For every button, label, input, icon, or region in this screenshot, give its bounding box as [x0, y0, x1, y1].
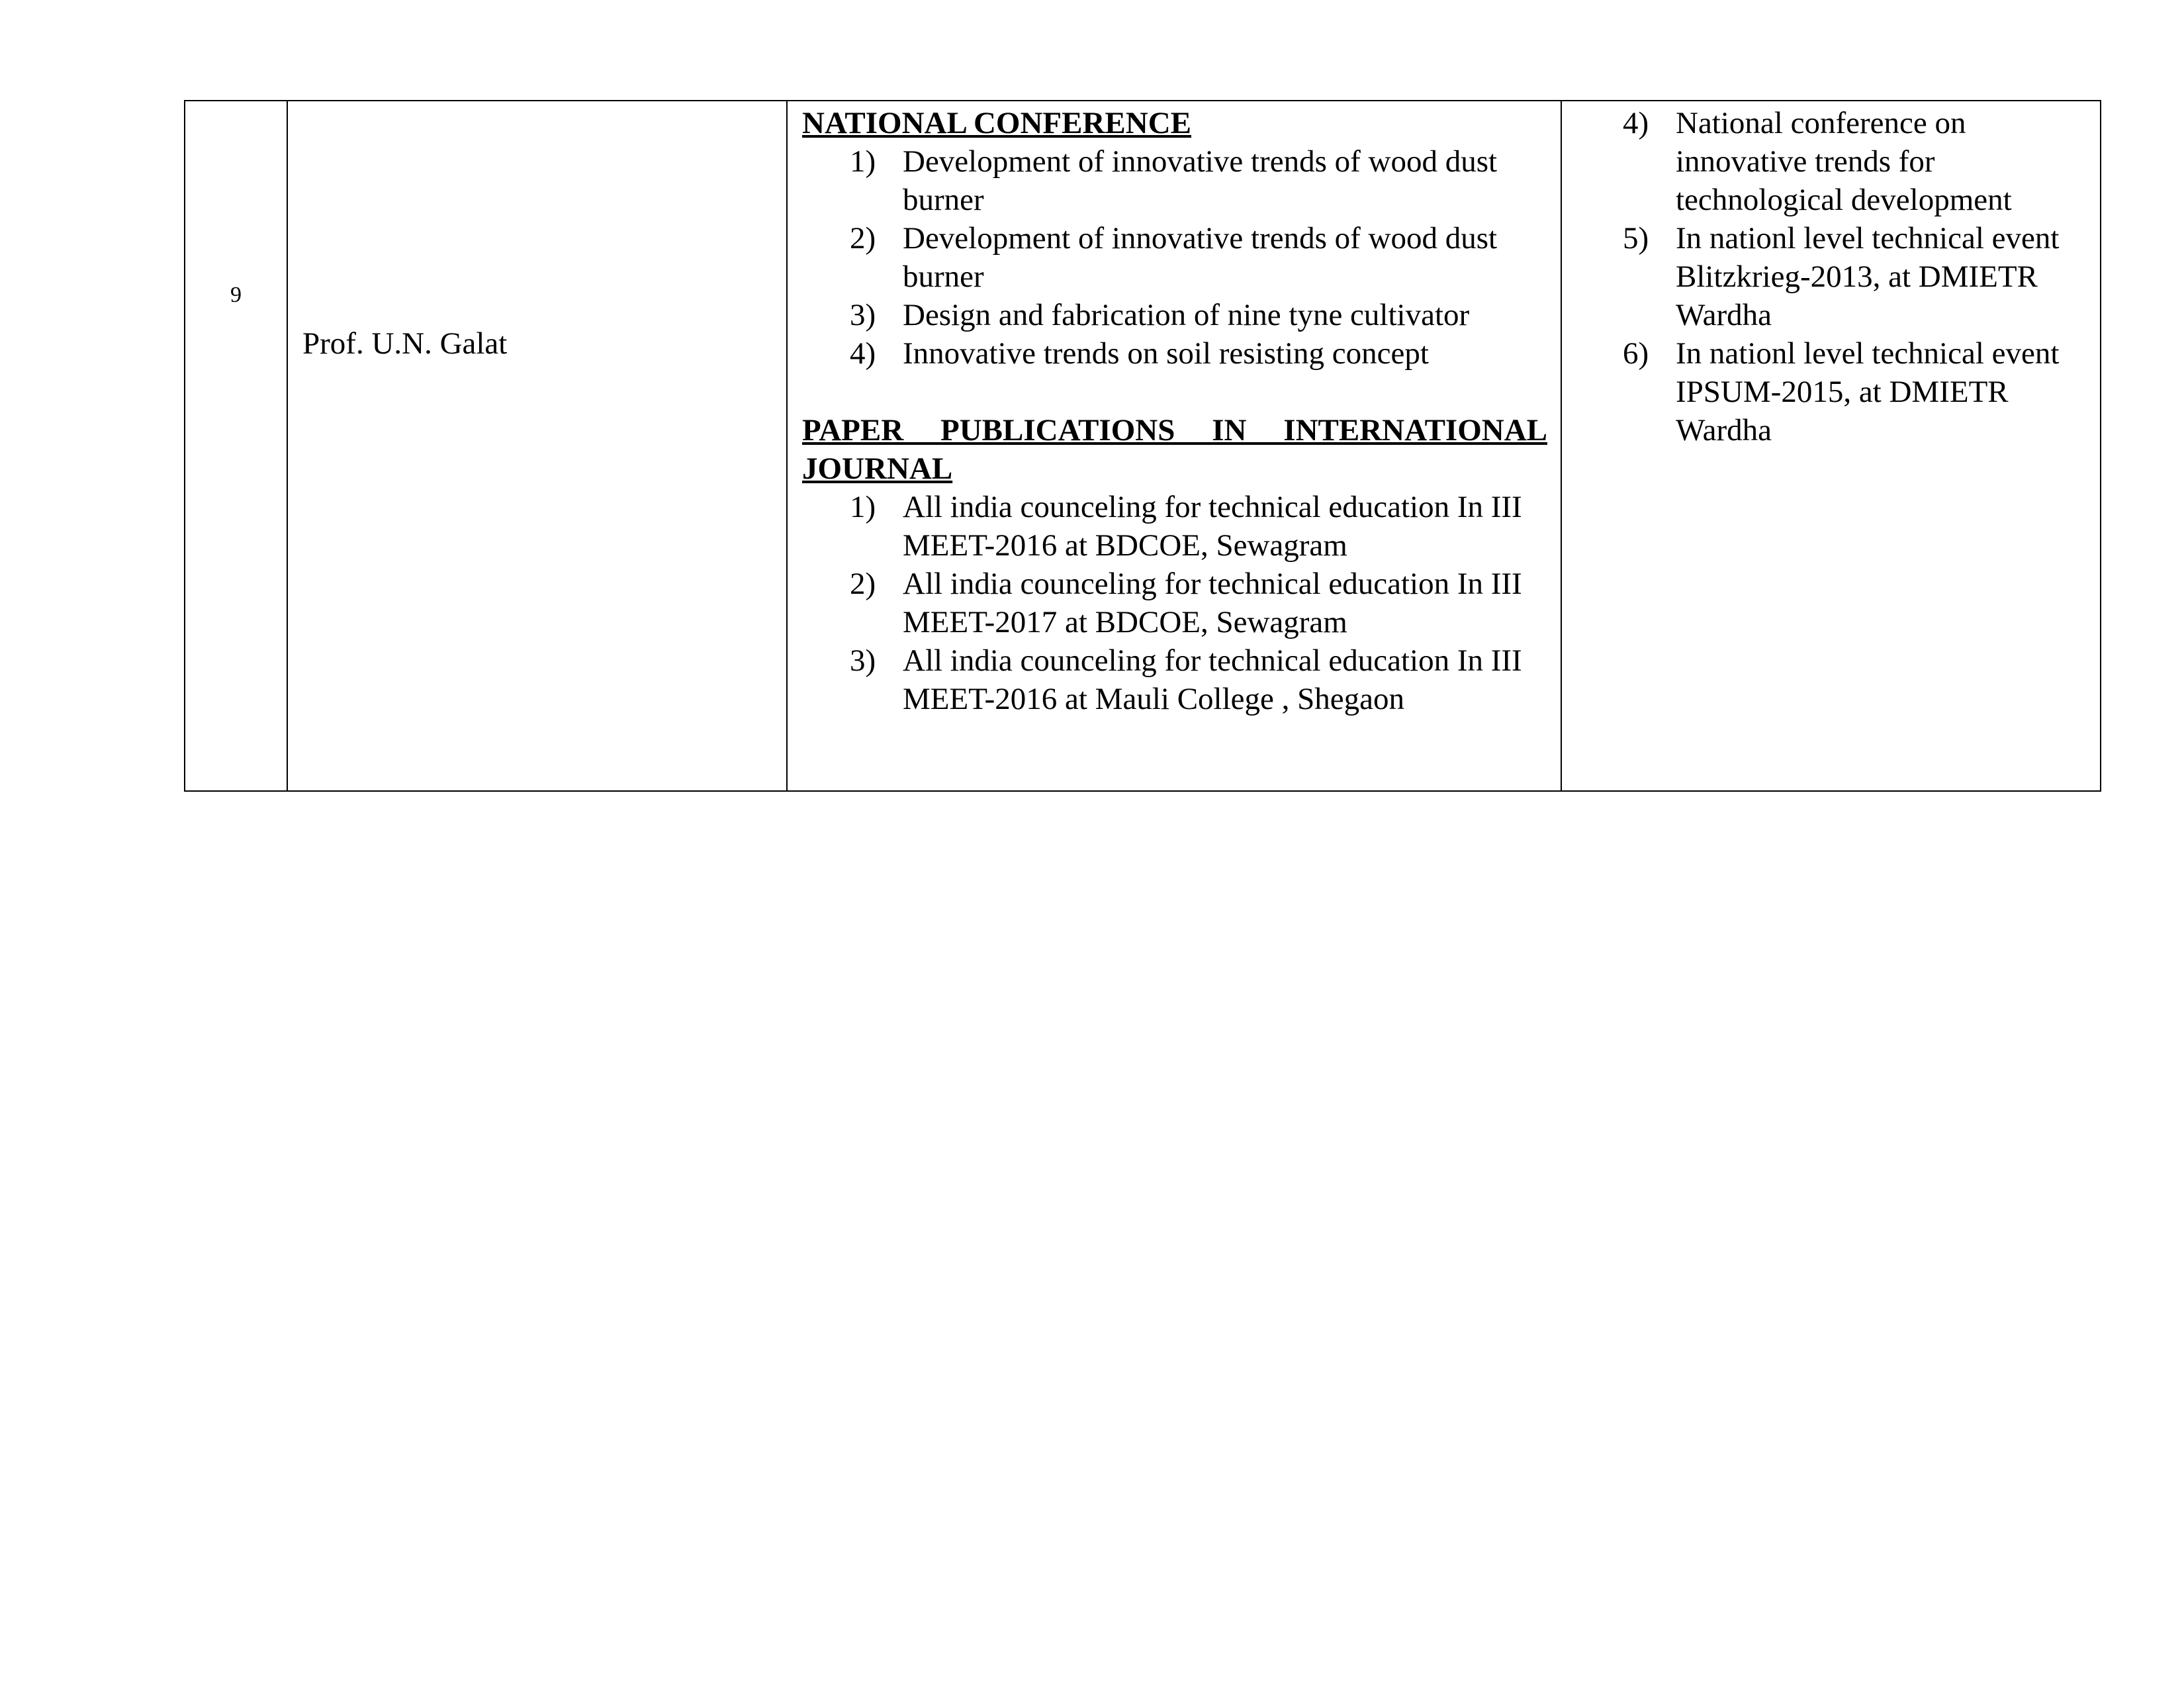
table-row [185, 101, 2101, 791]
list-item-text: Development of innovative trends of wood dust burner [903, 144, 1498, 217]
list-item-text: Design and fabrication of nine tyne cultivator [903, 298, 1470, 332]
national-conference-list [802, 142, 1547, 373]
list-item [1562, 104, 2087, 219]
international-journal-heading: PAPER PUBLICATIONS IN INTERNATIONAL JOURNAL [802, 413, 1547, 486]
list-item-number: 4) [850, 336, 876, 371]
serial-number: 9 [230, 282, 242, 307]
national-conference-heading: NATIONAL CONFERENCE [802, 106, 1192, 140]
list-item-text: In nationl level technical event IPSUM-2015, at DMIETR Wardha [1676, 336, 2060, 447]
list-item-text: All india counceling for technical education In III MEET-2017 at BDCOE, Sewagram [903, 567, 1522, 639]
list-item-number: 1) [850, 490, 876, 524]
list-item-number: 5) [1623, 221, 1649, 256]
serial-number-cell [185, 101, 287, 791]
list-item [802, 142, 1547, 219]
list-item [802, 565, 1547, 641]
list-item-text: Innovative trends on soil resisting concept [903, 336, 1429, 371]
other-events-cell [1561, 101, 2101, 791]
list-item-text: All india counceling for technical education In III MEET-2016 at BDCOE, Sewagram [903, 490, 1522, 563]
list-item-number: 3) [850, 298, 876, 332]
list-item [802, 641, 1547, 718]
other-events-list [1562, 104, 2087, 449]
list-item-number: 3) [850, 643, 876, 678]
list-item-text: In nationl level technical event Blitzkrieg-2013, at DMIETR Wardha [1676, 221, 2060, 332]
publications-cell [787, 101, 1561, 791]
list-item [802, 219, 1547, 296]
list-item [802, 334, 1547, 373]
list-item [1562, 219, 2087, 334]
list-item-text: All india counceling for technical education In III MEET-2016 at Mauli College , Shegaon [903, 643, 1522, 716]
faculty-table [184, 100, 2101, 792]
list-item [1562, 334, 2087, 449]
international-journal-list [802, 488, 1547, 718]
faculty-name: Prof. U.N. Galat [302, 326, 508, 361]
list-item-number: 2) [850, 221, 876, 256]
faculty-name-cell [287, 101, 787, 791]
list-item-number: 1) [850, 144, 876, 179]
list-item-number: 2) [850, 567, 876, 601]
list-item-number: 4) [1623, 106, 1649, 140]
list-item-text: Development of innovative trends of wood dust burner [903, 221, 1498, 294]
list-item-number: 6) [1623, 336, 1649, 371]
list-item [802, 296, 1547, 334]
list-item [802, 488, 1547, 565]
list-item-text: National conference on innovative trends for technological development [1676, 106, 2012, 217]
